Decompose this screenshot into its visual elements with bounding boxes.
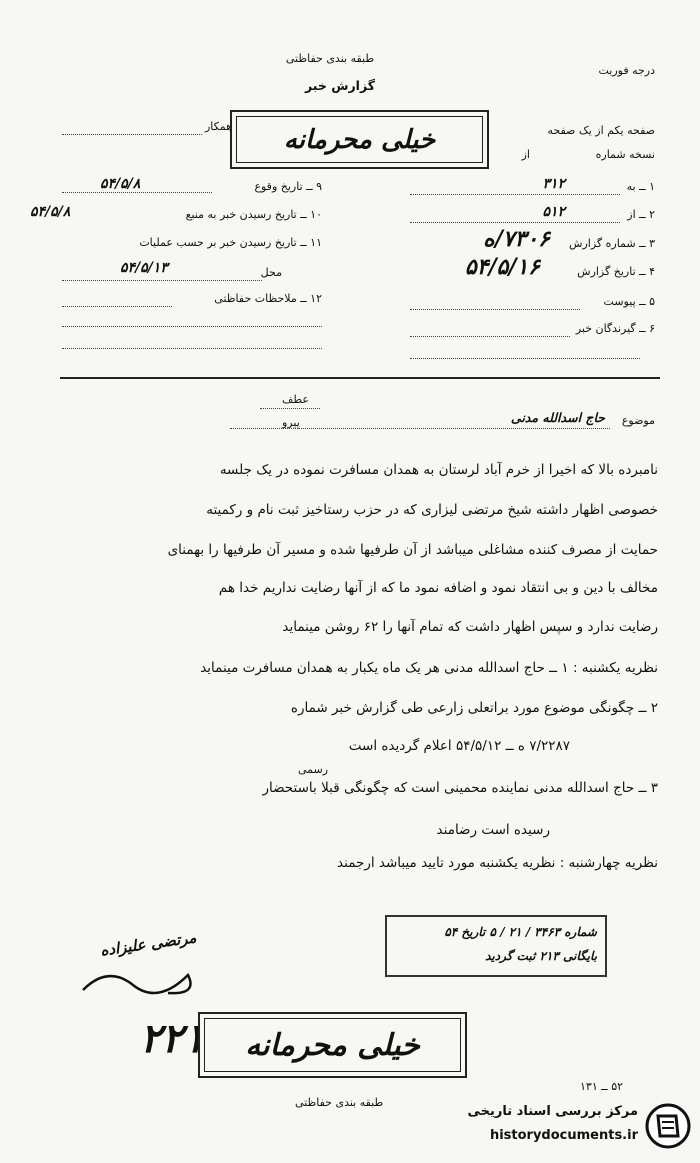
subject-label: موضوع — [621, 414, 655, 427]
top-confidential-stamp — [230, 110, 489, 169]
urgency-label: درجه فوریت — [598, 64, 655, 77]
copy-from: از — [521, 148, 530, 161]
classification-bottom: طبقه بندی حفاظتی — [295, 1096, 384, 1109]
reference-atf: عطف — [282, 393, 309, 406]
subject-dots — [230, 428, 610, 429]
colleague-dots — [62, 134, 202, 135]
field-recipients-label: ۶ ــ گیرندگان خبر — [575, 322, 655, 335]
field-from-value: ۵۱۲ — [542, 204, 565, 220]
field-place-label: محل — [260, 266, 282, 279]
field-to-label: ۱ ــ به — [626, 180, 655, 193]
field-security-notes-label: ۱۲ ــ ملاحظات حفاظتی — [214, 292, 322, 305]
body-line-5: رضایت ندارد و سپس اظهار داشت که تمام آنها را ۶۲ روشن مینماید — [282, 619, 658, 635]
pages-line: صفحه یکم از یک صفحه — [547, 124, 655, 137]
copy-number-label: نسخه شماره — [595, 148, 655, 161]
field-report-date-value: ۵۴/۵/۱۶ — [464, 254, 540, 280]
body-line-6: نظریه یکشنبه : ۱ ــ حاج اسدالله مدنی هر یک ماه یکبار به همدان مسافرت مینماید — [200, 660, 658, 676]
field-source-date-label: ۱۰ ــ تاریخ رسیدن خبر به منبع — [185, 208, 322, 221]
registration-stamp — [385, 915, 607, 977]
field-to-value: ۳۱۲ — [542, 176, 565, 192]
field-from-dots — [410, 222, 620, 223]
field-place-value: ۵۴/۵/۱۳ — [120, 260, 168, 276]
separator-rule — [60, 377, 660, 379]
signature: مرتضی علیزاده — [99, 928, 198, 960]
field-ops-date-label: ۱۱ ــ تاریخ رسیدن خبر بر حسب عملیات — [139, 236, 322, 249]
report-title: گزارش خبر — [304, 78, 375, 93]
atf-dots — [260, 408, 320, 409]
registration-line-2: بایگانی ۲۱۳ ثبت گردید — [485, 949, 597, 963]
field-report-number-value: ۷۳۰۶/ه — [483, 226, 550, 252]
field-occurrence-dots — [62, 192, 212, 193]
bottom-confidential-stamp — [198, 1012, 467, 1078]
field-report-date-label: ۴ ــ تاریخ گزارش — [577, 265, 655, 278]
body-line-3: حمایت از مصرف کننده مشاغلی میباشد از آن طرفیها شده و مسیر آن طرفیها را بهمنای — [167, 542, 658, 558]
field-occurrence-date-label: ۹ ــ تاریخ وقوع — [254, 180, 322, 193]
site-url: historydocuments.ir — [489, 1128, 638, 1143]
registration-line-1: شماره ۳۴۶۳ / ۲۱ / ۵ تاریخ ۵۴ — [444, 925, 597, 939]
classification-top: طبقه بندی حفاظتی — [285, 52, 375, 65]
field-place-dots — [62, 280, 262, 281]
doc-code: ۵۲ ــ ۱۳۱ — [580, 1080, 624, 1093]
body-line-8: ۷/۲۲۸۷ ه ــ ۵۴/۵/۱۲ اعلام گردیده است — [348, 738, 570, 754]
org-name: مرکز بررسی اسناد تاریخی — [467, 1104, 638, 1119]
field-from-label: ۲ ــ از — [627, 208, 655, 221]
field-security-dots-1 — [62, 306, 172, 307]
body-line-11: نظریه چهارشنبه : نظریه یکشنبه مورد تایید میباشد ارجمند — [337, 855, 658, 871]
bottom-stamp-text: خیلی محرمانه — [245, 1027, 420, 1063]
subject-value: حاج اسدالله مدنی — [510, 410, 605, 425]
footer-watermark — [467, 1100, 692, 1155]
field-source-date-value: ۵۴/۵/۸ — [30, 204, 71, 220]
field-occurrence-date-value: ۵۴/۵/۸ — [100, 176, 141, 192]
colleague-label: همکار — [205, 120, 232, 133]
body-line-1: نامبرده بالا که اخیرا از خرم آباد لرستان به همدان مسافرت نموده در یک جلسه — [219, 462, 658, 478]
field-recipients-dots — [410, 336, 570, 337]
handwritten-number: ۲۲۱ — [140, 1015, 205, 1062]
field-recipients-dots-2 — [410, 358, 640, 359]
rasmi-note: رسمی — [298, 763, 329, 776]
body-line-10: رسیده است رضامند — [436, 822, 550, 838]
top-stamp-text: خیلی محرمانه — [283, 124, 436, 155]
field-attachment-label: ۵ ــ پیوست — [603, 295, 655, 308]
body-line-2: خصوصی اظهار داشته شیخ مرتضی لیزاری که در حزب رستاخیز ثبت نام و رکمیته — [206, 502, 658, 518]
archive-logo-icon — [644, 1102, 692, 1150]
field-attachment-dots — [410, 309, 580, 310]
field-to-dots — [410, 194, 620, 195]
field-security-dots-2 — [62, 326, 322, 327]
body-line-9: ۳ ــ حاج اسدالله مدنی نماینده محمینی است که چگونگی قبلا باستحضار — [262, 780, 658, 796]
field-security-dots-3 — [62, 348, 322, 349]
field-report-number-label: ۳ ــ شماره گزارش — [569, 237, 655, 250]
body-line-7: ۲ ــ چگونگی موضوع مورد براتعلی زارعی طی گزارش خبر شماره — [290, 700, 658, 716]
reference-peyro: پیرو — [282, 416, 300, 429]
body-line-4: مخالف با دین و بی انتقاد نمود و اضافه نمود ما که از آنها رضایت نداریم خدا هم — [218, 580, 658, 596]
signature-scribble — [78, 955, 208, 1000]
